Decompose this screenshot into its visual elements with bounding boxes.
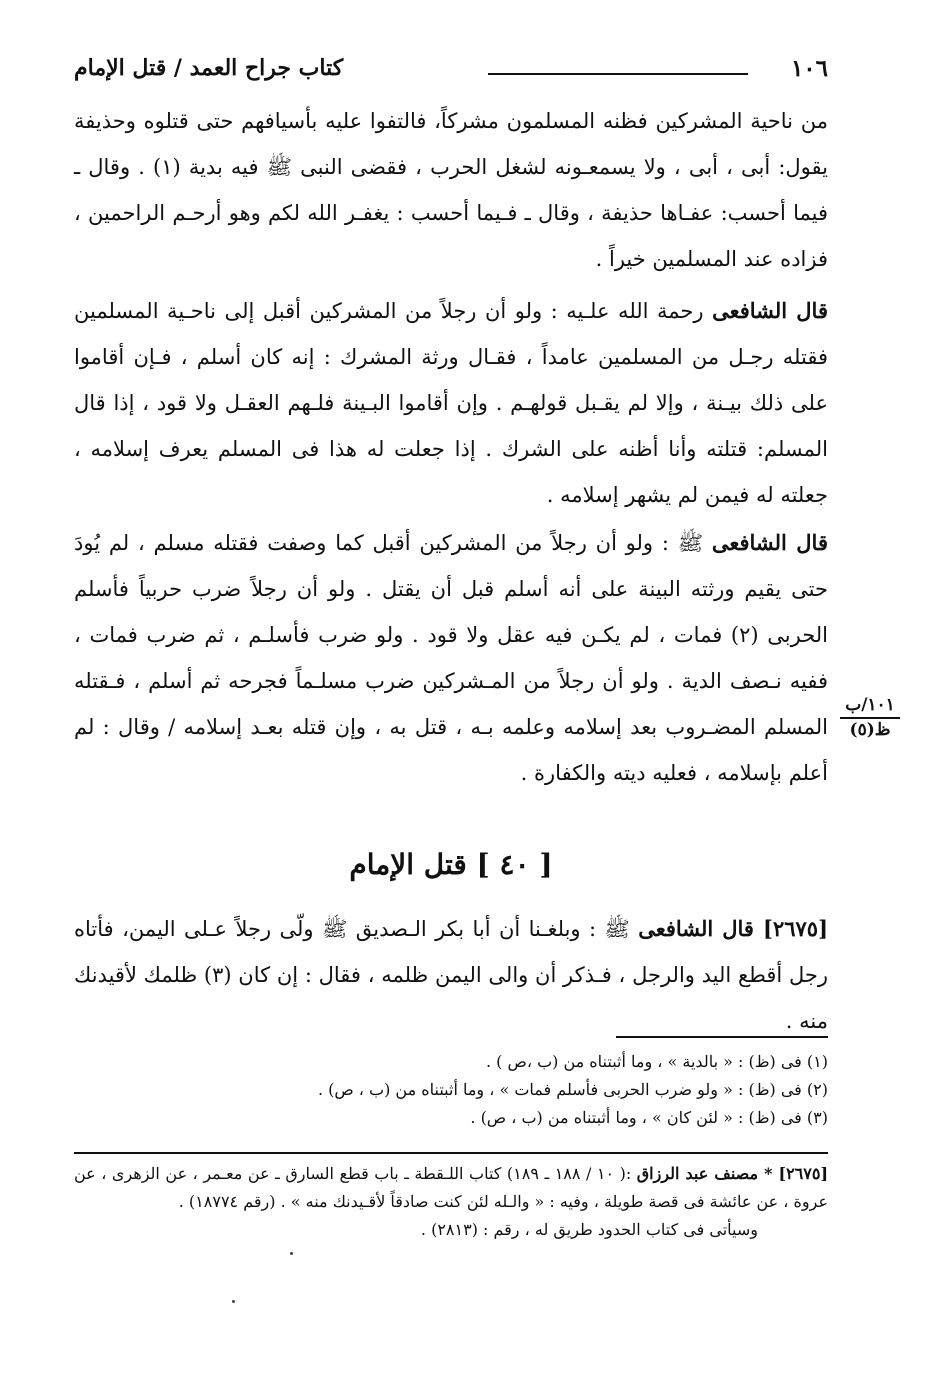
paragraph-1: من ناحية المشركين فظنه المسلمون مشركاً، فالتفوا عليه بأسيافهم حتى قتلوه وحذيفة يقول: أبى ، أبى ، ولا يسمعـونه لشغل الحرب ، فقضى النبى ﷺ فيه بدية (١) . وقال ـ فيما أحسب: عفـاها حذيفة ، وقال ـ فـيما أحسب : يغفـر الله لكم وهو أرحـم الراحمين ، فزاده عند المسلمين خيراً . xyxy=(74,109,828,271)
source-note xyxy=(74,1160,828,1244)
source-note-main xyxy=(74,1160,828,1216)
source-note-line2: وسيأتى فى كتاب الحدود طريق له ، رقم : (٢٨١٣) . xyxy=(420,1220,758,1239)
paragraph-3-lead: قال الشافعى xyxy=(711,530,828,555)
margin-note xyxy=(840,694,900,741)
footnote-rule xyxy=(616,1036,828,1038)
paragraph-3-text: ﷺ : ولو أن رجلاً من المشركين أقبل كما وصفت فقتله مسلم ، لم يُودَ حتى يقيم ورثته البينة على أنه أسلم قبل أن يقتل . ولو أن رجلاً ضرب حربياً فأسلم الحربى (٢) فمات ، لم يكـن فيه عقل ولا قود . ولو ضرب فأسلـم ، ثم ضرب فمات ، ففيه نـصف الدية . ولو أن رجلاً من المـشركين ضرب مسلـماً فجرحه ثم أسلم ، فـقتله المسلم المضـروب بعد إسلامه وعلمه بـه ، قتل به ، وإن قتله بعـد إسلامه / وقال : لم أعلم بإسلامه ، فعليه ديته والكفارة . xyxy=(74,531,829,785)
section-paragraph xyxy=(74,906,828,1044)
paragraph-2 xyxy=(74,288,828,518)
header-rule xyxy=(488,73,748,75)
speck xyxy=(290,1252,293,1255)
source-rule xyxy=(74,1152,828,1154)
section-paragraph-lead: [٢٦٧٥] قال الشافعى xyxy=(638,916,828,941)
footnote-1: (١) فى (ظ) : « بالدية » ، وما أثبتناه من (ب ،ص ) . xyxy=(485,1052,828,1071)
section-heading: [ ٤٠ ] قتل الإمام xyxy=(349,848,553,881)
page-number: ١٠٦ xyxy=(790,55,828,82)
running-title: كتاب جراح العمد / قتل الإمام xyxy=(74,55,344,81)
footnote-2: (٢) فى (ظ) : « ولو ضرب الحربى فأسلم فمات » ، وما أثبتناه من (ب ، ص) . xyxy=(317,1080,828,1099)
manuscript-siglum: ظ(٥) xyxy=(849,720,891,740)
source-note-text: :( ١٠ / ١٨٨ ـ ١٨٩) كتاب اللـقطة ـ باب قطع السارق ـ عن معـمر ، عن الزهرى ، عن عروة ، عن عائشة فى قصة طويلة ، وفيه : « والـله لئن كنت صادقاً لأقـيدنك منه » . (رقم ١٨٧٧٤) . xyxy=(74,1164,828,1211)
page-header xyxy=(74,55,828,95)
paragraph-2-text: رحمة الله علـيه : ولو أن رجلاً من المشركين أقبل إلى ناحـية المسلمين فقتله رجـل من المسلمين عامداً ، فقـال ورثة المشرك : إنه كان أسلم ، فـإن أقاموا على ذلك بيـنة ، وإلا لم يقـبل قولهـم . وإن أقاموا البـينة فلـهم العقـل ولا قود ، إذا قال المسلم: قتلته وأنا أظنه على الشرك . إذا جعلت له هذا فى المسلم يعرف إسلامه ، جعلته له فيمن لم يشهر إسلامه . xyxy=(74,299,828,507)
paragraph-2-lead: قال الشافعى xyxy=(712,298,828,323)
folio-marker: ١٠١/ب xyxy=(840,694,900,719)
speck xyxy=(232,1300,235,1303)
section-paragraph-text: ﷺ : وبلغـنا أن أبا بكر الـصديق ﷺ ولّى رجلاً عـلى اليمن، فأتاه رجل أقطع اليد والرجل ، فـذكر أن والى اليمن ظلمه ، فقال : إن كان (٣) ظلمك لأقيدنك منه . xyxy=(74,917,829,1033)
source-note-lead: [٢٦٧٥] * مصنف عبد الرزاق xyxy=(636,1164,829,1183)
footnotes xyxy=(100,1048,828,1132)
paragraph-3 xyxy=(74,520,828,796)
footnote-3: (٣) فى (ظ) : « لئن كان » ، وما أثبتناه من (ب ، ص) . xyxy=(470,1108,828,1127)
